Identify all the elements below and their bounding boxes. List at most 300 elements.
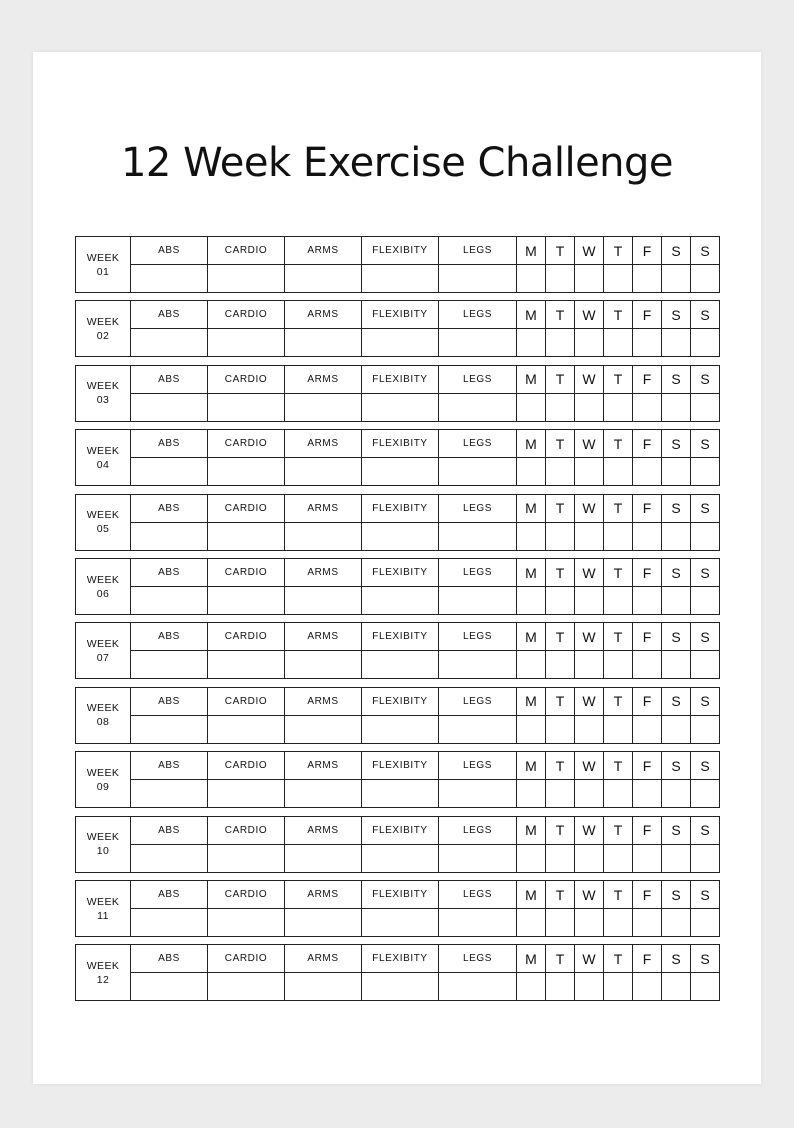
category-header-flexibity: FLEXIBITY [362,752,439,780]
day-header: W [575,237,604,265]
category-header-cardio: CARDIO [208,816,285,844]
category-header-abs: ABS [131,687,208,715]
day-checkbox-cell[interactable] [546,973,575,1001]
category-header-arms: ARMS [285,752,362,780]
day-checkbox-cell[interactable] [546,329,575,357]
week-label-prefix: WEEK [86,315,120,328]
day-checkbox-cell[interactable] [604,587,633,615]
day-checkbox-cell[interactable] [633,844,662,872]
week-number: 09 [96,780,110,793]
day-header: S [691,494,720,522]
week-table-05 [75,494,720,551]
week-label-prefix: WEEK [86,895,120,908]
entry-cell-abs[interactable] [131,973,208,1001]
day-checkbox-cell[interactable] [517,844,546,872]
day-checkbox-cell[interactable] [691,844,720,872]
day-checkbox-cell[interactable] [546,780,575,808]
day-checkbox-cell[interactable] [633,973,662,1001]
day-checkbox-cell[interactable] [691,265,720,293]
day-header: F [633,494,662,522]
entry-cell-flexibity[interactable] [362,329,439,357]
week-number: 04 [96,458,110,471]
day-header: T [604,881,633,909]
day-header: T [546,365,575,393]
day-checkbox-cell[interactable] [662,393,691,421]
day-header: W [575,494,604,522]
week-label [76,816,131,872]
entry-cell-abs[interactable] [131,780,208,808]
day-checkbox-cell[interactable] [517,651,546,679]
entry-cell-flexibity[interactable] [362,393,439,421]
week-label [76,623,131,679]
entry-cell-abs[interactable] [131,715,208,743]
day-checkbox-cell[interactable] [546,715,575,743]
category-header-abs: ABS [131,559,208,587]
entry-cell-abs[interactable] [131,651,208,679]
entry-cell-abs[interactable] [131,458,208,486]
week-table-10 [75,816,720,873]
day-checkbox-cell[interactable] [662,780,691,808]
day-checkbox-cell[interactable] [633,587,662,615]
week-label-prefix: WEEK [86,573,120,586]
entry-cell-flexibity[interactable] [362,587,439,615]
entry-cell-legs[interactable] [439,522,517,550]
day-header: T [604,365,633,393]
day-checkbox-cell[interactable] [633,651,662,679]
day-checkbox-cell[interactable] [633,780,662,808]
day-header: F [633,237,662,265]
week-number: 11 [97,909,109,922]
entry-cell-cardio[interactable] [208,265,285,293]
day-header: W [575,365,604,393]
category-header-arms: ARMS [285,687,362,715]
entry-cell-cardio[interactable] [208,458,285,486]
category-header-abs: ABS [131,623,208,651]
day-checkbox-cell[interactable] [633,909,662,937]
week-table-09 [75,751,720,808]
day-header: S [691,752,720,780]
entry-cell-flexibity[interactable] [362,780,439,808]
day-checkbox-cell[interactable] [633,715,662,743]
day-checkbox-cell[interactable] [604,909,633,937]
entry-cell-legs[interactable] [439,844,517,872]
day-checkbox-cell[interactable] [662,522,691,550]
entry-cell-legs[interactable] [439,393,517,421]
category-header-flexibity: FLEXIBITY [362,430,439,458]
entry-cell-flexibity[interactable] [362,458,439,486]
week-label-prefix: WEEK [86,251,120,264]
category-header-flexibity: FLEXIBITY [362,559,439,587]
entry-cell-abs[interactable] [131,844,208,872]
day-checkbox-cell[interactable] [575,329,604,357]
week-label-prefix: WEEK [86,959,120,972]
category-header-cardio: CARDIO [208,945,285,973]
category-header-arms: ARMS [285,945,362,973]
entry-cell-flexibity[interactable] [362,651,439,679]
day-checkbox-cell[interactable] [633,265,662,293]
category-header-arms: ARMS [285,237,362,265]
day-header: T [604,623,633,651]
day-checkbox-cell[interactable] [662,973,691,1001]
day-header: F [633,752,662,780]
day-checkbox-cell[interactable] [604,973,633,1001]
week-table-01 [75,236,720,293]
day-header: T [604,559,633,587]
entry-cell-flexibity[interactable] [362,973,439,1001]
category-header-flexibity: FLEXIBITY [362,237,439,265]
day-checkbox-cell[interactable] [546,393,575,421]
category-header-legs: LEGS [439,301,517,329]
day-header: W [575,816,604,844]
week-number: 12 [96,973,110,986]
category-header-legs: LEGS [439,430,517,458]
day-checkbox-cell[interactable] [662,587,691,615]
category-header-cardio: CARDIO [208,430,285,458]
day-header: S [691,237,720,265]
category-header-abs: ABS [131,816,208,844]
day-checkbox-cell[interactable] [691,329,720,357]
day-header: S [691,430,720,458]
entry-cell-cardio[interactable] [208,522,285,550]
day-header: M [517,752,546,780]
day-header: M [517,365,546,393]
category-header-flexibity: FLEXIBITY [362,623,439,651]
entry-cell-arms[interactable] [285,651,362,679]
day-header: S [662,623,691,651]
week-number: 05 [96,523,110,536]
day-header: M [517,301,546,329]
day-header: S [662,494,691,522]
day-header: W [575,881,604,909]
day-header: M [517,945,546,973]
day-header: F [633,881,662,909]
day-checkbox-cell[interactable] [604,844,633,872]
day-checkbox-cell[interactable] [517,973,546,1001]
day-checkbox-cell[interactable] [633,458,662,486]
day-checkbox-cell[interactable] [604,780,633,808]
day-header: S [662,237,691,265]
day-header: F [633,430,662,458]
day-header: T [604,752,633,780]
entry-cell-cardio[interactable] [208,715,285,743]
entry-cell-arms[interactable] [285,265,362,293]
week-label-prefix: WEEK [86,831,120,844]
day-checkbox-cell[interactable] [604,329,633,357]
day-header: S [662,430,691,458]
day-header: T [546,945,575,973]
day-header: T [546,816,575,844]
entry-cell-arms[interactable] [285,458,362,486]
category-header-abs: ABS [131,430,208,458]
entry-cell-arms[interactable] [285,587,362,615]
day-checkbox-cell[interactable] [633,329,662,357]
category-header-cardio: CARDIO [208,365,285,393]
entry-cell-flexibity[interactable] [362,715,439,743]
day-checkbox-cell[interactable] [691,780,720,808]
day-checkbox-cell[interactable] [691,458,720,486]
day-checkbox-cell[interactable] [517,780,546,808]
week-number: 01 [96,265,110,278]
category-header-abs: ABS [131,881,208,909]
category-header-cardio: CARDIO [208,301,285,329]
day-header: T [546,559,575,587]
day-checkbox-cell[interactable] [546,458,575,486]
week-label-prefix: WEEK [86,380,120,393]
day-checkbox-cell[interactable] [604,265,633,293]
day-checkbox-cell[interactable] [575,844,604,872]
day-checkbox-cell[interactable] [575,522,604,550]
category-header-legs: LEGS [439,623,517,651]
entry-cell-cardio[interactable] [208,909,285,937]
week-label-prefix: WEEK [86,637,120,650]
week-number: 07 [96,651,110,664]
day-checkbox-cell[interactable] [517,522,546,550]
entry-cell-abs[interactable] [131,909,208,937]
entry-cell-arms[interactable] [285,715,362,743]
category-header-arms: ARMS [285,494,362,522]
day-header: F [633,816,662,844]
day-header: T [546,237,575,265]
day-header: T [604,816,633,844]
day-checkbox-cell[interactable] [517,587,546,615]
entry-cell-abs[interactable] [131,522,208,550]
category-header-legs: LEGS [439,752,517,780]
day-header: S [691,881,720,909]
week-label [76,494,131,550]
week-number: 03 [96,394,110,407]
entry-cell-cardio[interactable] [208,587,285,615]
category-header-abs: ABS [131,301,208,329]
category-header-legs: LEGS [439,687,517,715]
day-checkbox-cell[interactable] [517,329,546,357]
day-header: M [517,559,546,587]
entry-cell-flexibity[interactable] [362,909,439,937]
category-header-cardio: CARDIO [208,881,285,909]
entry-cell-arms[interactable] [285,329,362,357]
week-table-03 [75,365,720,422]
category-header-flexibity: FLEXIBITY [362,881,439,909]
day-checkbox-cell[interactable] [517,458,546,486]
entry-cell-arms[interactable] [285,780,362,808]
category-header-arms: ARMS [285,559,362,587]
day-checkbox-cell[interactable] [517,393,546,421]
entry-cell-cardio[interactable] [208,651,285,679]
category-header-abs: ABS [131,365,208,393]
day-checkbox-cell[interactable] [691,715,720,743]
week-table-11 [75,880,720,937]
day-checkbox-cell[interactable] [633,393,662,421]
day-header: F [633,301,662,329]
day-header: T [604,430,633,458]
entry-cell-arms[interactable] [285,973,362,1001]
day-checkbox-cell[interactable] [575,587,604,615]
day-header: T [546,430,575,458]
day-checkbox-cell[interactable] [691,522,720,550]
entry-cell-cardio[interactable] [208,329,285,357]
day-checkbox-cell[interactable] [546,265,575,293]
entry-cell-abs[interactable] [131,265,208,293]
week-label [76,301,131,357]
day-header: T [546,752,575,780]
week-label [76,752,131,808]
day-checkbox-cell[interactable] [691,587,720,615]
day-checkbox-cell[interactable] [662,329,691,357]
day-checkbox-cell[interactable] [546,844,575,872]
category-header-arms: ARMS [285,430,362,458]
entry-cell-legs[interactable] [439,780,517,808]
entry-cell-arms[interactable] [285,909,362,937]
entry-cell-legs[interactable] [439,329,517,357]
entry-cell-legs[interactable] [439,651,517,679]
entry-cell-legs[interactable] [439,265,517,293]
day-checkbox-cell[interactable] [546,651,575,679]
day-checkbox-cell[interactable] [575,715,604,743]
week-label [76,430,131,486]
day-header: T [604,301,633,329]
week-table-07 [75,622,720,679]
day-checkbox-cell[interactable] [662,909,691,937]
day-header: F [633,559,662,587]
day-header: T [604,945,633,973]
week-label-prefix: WEEK [86,766,120,779]
day-checkbox-cell[interactable] [691,909,720,937]
category-header-flexibity: FLEXIBITY [362,816,439,844]
day-checkbox-cell[interactable] [517,909,546,937]
category-header-flexibity: FLEXIBITY [362,365,439,393]
week-number: 02 [96,329,110,342]
entry-cell-legs[interactable] [439,715,517,743]
entry-cell-cardio[interactable] [208,393,285,421]
day-header: M [517,237,546,265]
day-header: T [546,301,575,329]
day-checkbox-cell[interactable] [633,522,662,550]
day-header: T [546,881,575,909]
day-checkbox-cell[interactable] [662,715,691,743]
week-table-12 [75,944,720,1001]
day-header: M [517,816,546,844]
category-header-legs: LEGS [439,945,517,973]
page-title: 12 Week Exercise Challenge [120,140,674,186]
week-number: 10 [96,845,110,858]
category-header-cardio: CARDIO [208,559,285,587]
day-checkbox-cell[interactable] [604,715,633,743]
day-header: S [691,687,720,715]
week-table-06 [75,558,720,615]
entry-cell-flexibity[interactable] [362,522,439,550]
day-checkbox-cell[interactable] [604,651,633,679]
day-header: M [517,687,546,715]
day-header: W [575,945,604,973]
day-checkbox-cell[interactable] [575,265,604,293]
day-checkbox-cell[interactable] [517,715,546,743]
week-number: 06 [96,587,110,600]
day-checkbox-cell[interactable] [575,909,604,937]
category-header-legs: LEGS [439,881,517,909]
entry-cell-arms[interactable] [285,844,362,872]
day-checkbox-cell[interactable] [691,393,720,421]
category-header-arms: ARMS [285,301,362,329]
day-checkbox-cell[interactable] [604,458,633,486]
entry-cell-legs[interactable] [439,973,517,1001]
day-checkbox-cell[interactable] [662,651,691,679]
day-header: S [691,559,720,587]
day-header: F [633,945,662,973]
day-header: M [517,623,546,651]
day-header: S [691,365,720,393]
week-table-04 [75,429,720,486]
day-header: S [691,945,720,973]
day-checkbox-cell[interactable] [575,458,604,486]
day-checkbox-cell[interactable] [575,973,604,1001]
entry-cell-legs[interactable] [439,458,517,486]
entry-cell-arms[interactable] [285,522,362,550]
week-label [76,945,131,1001]
day-header: F [633,365,662,393]
week-table-02 [75,300,720,357]
category-header-cardio: CARDIO [208,237,285,265]
day-header: T [604,494,633,522]
entry-cell-abs[interactable] [131,329,208,357]
entry-cell-cardio[interactable] [208,844,285,872]
category-header-legs: LEGS [439,816,517,844]
entry-cell-cardio[interactable] [208,780,285,808]
day-checkbox-cell[interactable] [575,393,604,421]
entry-cell-abs[interactable] [131,587,208,615]
week-table-08 [75,687,720,744]
category-header-abs: ABS [131,945,208,973]
day-checkbox-cell[interactable] [691,651,720,679]
category-header-abs: ABS [131,752,208,780]
day-header: S [662,559,691,587]
week-label-prefix: WEEK [86,509,120,522]
category-header-arms: ARMS [285,365,362,393]
entry-cell-abs[interactable] [131,393,208,421]
category-header-flexibity: FLEXIBITY [362,687,439,715]
category-header-abs: ABS [131,237,208,265]
day-checkbox-cell[interactable] [604,393,633,421]
category-header-cardio: CARDIO [208,623,285,651]
day-checkbox-cell[interactable] [546,522,575,550]
entry-cell-legs[interactable] [439,909,517,937]
category-header-legs: LEGS [439,494,517,522]
entry-cell-cardio[interactable] [208,973,285,1001]
category-header-arms: ARMS [285,816,362,844]
day-checkbox-cell[interactable] [546,909,575,937]
week-label [76,687,131,743]
entry-cell-flexibity[interactable] [362,265,439,293]
day-checkbox-cell[interactable] [662,458,691,486]
day-checkbox-cell[interactable] [517,265,546,293]
entry-cell-legs[interactable] [439,587,517,615]
day-header: F [633,623,662,651]
category-header-legs: LEGS [439,365,517,393]
day-checkbox-cell[interactable] [546,587,575,615]
day-checkbox-cell[interactable] [575,780,604,808]
day-checkbox-cell[interactable] [662,844,691,872]
entry-cell-arms[interactable] [285,393,362,421]
day-checkbox-cell[interactable] [691,973,720,1001]
day-checkbox-cell[interactable] [604,522,633,550]
category-header-flexibity: FLEXIBITY [362,494,439,522]
day-header: T [546,687,575,715]
day-checkbox-cell[interactable] [575,651,604,679]
day-header: W [575,687,604,715]
day-header: M [517,430,546,458]
category-header-arms: ARMS [285,623,362,651]
entry-cell-flexibity[interactable] [362,844,439,872]
day-header: S [662,816,691,844]
day-checkbox-cell[interactable] [662,265,691,293]
